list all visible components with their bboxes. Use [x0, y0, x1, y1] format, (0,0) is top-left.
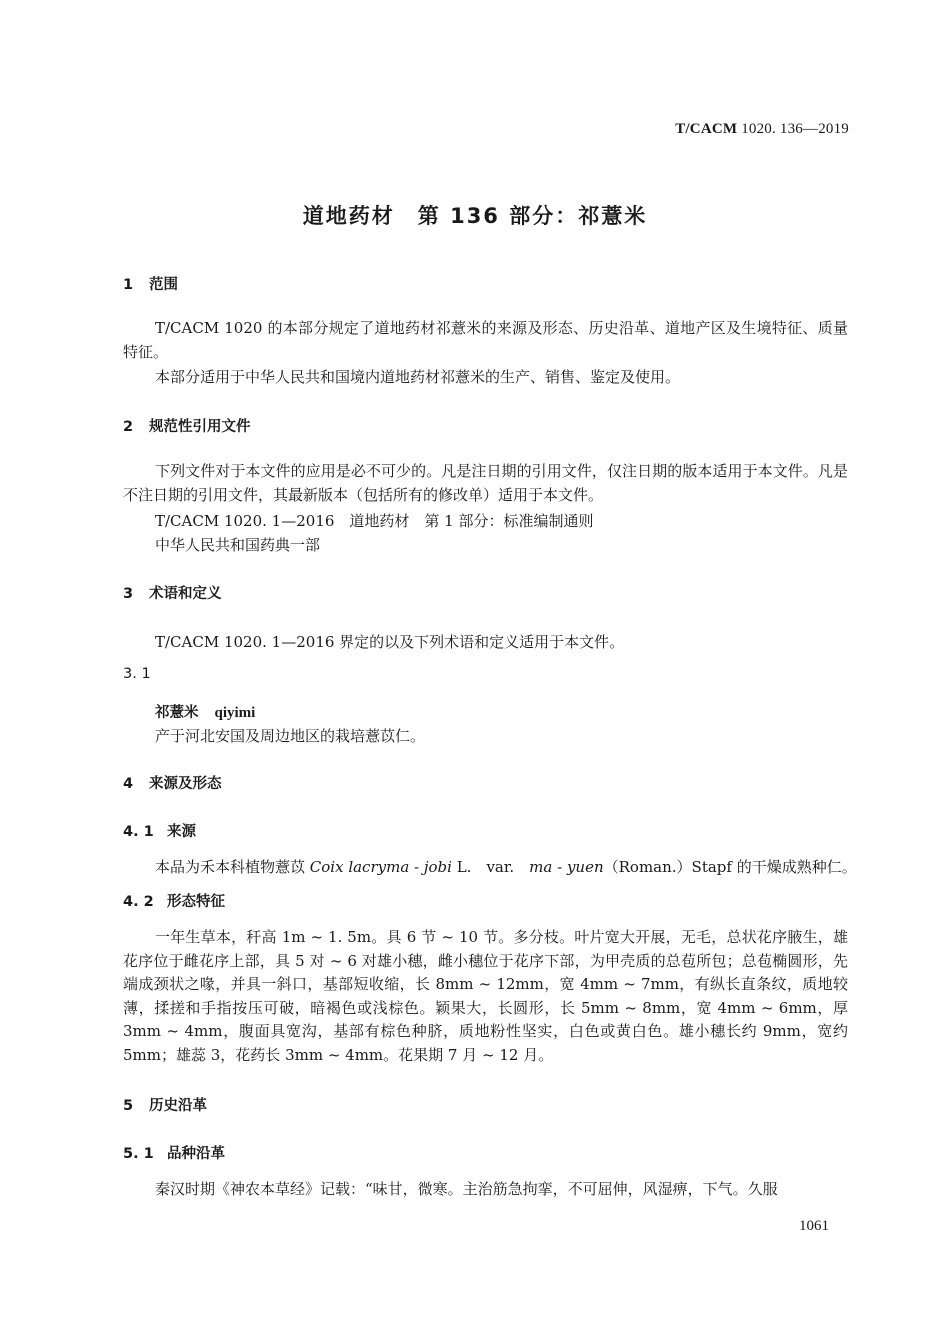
- section-1-heading: [123, 273, 178, 294]
- section-title: 规范性引用文件: [149, 419, 251, 435]
- section-5-heading: [123, 1094, 207, 1115]
- clause-title: 来源: [167, 824, 196, 840]
- section-number: 2: [123, 419, 134, 435]
- clause-number: 5. 1: [123, 1146, 154, 1162]
- section-title: 历史沿革: [149, 1098, 207, 1114]
- section-4-heading: [123, 772, 222, 793]
- latin-name: Coix lacryma - jobi: [309, 858, 452, 876]
- section-title: 来源及形态: [149, 776, 222, 792]
- clause-5-1-paragraph: 秦汉时期《神农本草经》记载：“味甘，微寒。主治筋急拘挛，不可屈伸，风湿痹，下气。久服: [155, 1180, 778, 1198]
- section-number: 1: [123, 277, 134, 293]
- source-text: L. var.: [451, 858, 530, 876]
- term-entry: [155, 701, 255, 722]
- section-number: 4: [123, 776, 134, 792]
- section-title: 范围: [149, 277, 178, 293]
- clause-3-1-heading: [123, 666, 151, 682]
- clause-4-2-paragraph: 一年生草本，秆高 1m ~ 1. 5m。具 6 节 ~ 10 节。多分枝。叶片宽大开展，无毛，总状花序腋生，雄花序位于雌花序上部，具 5 对 ~ 6 对雄小穗，雌小穗位于花序下部，为甲壳质的总苞所包；总苞椭圆形，先端成颈状之喙，并具一斜口，基部短收缩，长 8mm ~ 12mm，宽 4mm ~ 7mm，有纵长直条纹，质地较薄，揉搓和手指按压可破，暗褐色或浅棕色。颖果大，长圆形，长 5mm ~ 8mm，宽 4mm ~ 6mm，厚 3mm ~ 4mm，腹面具宽沟，基部有棕色种脐，质地粉性坚实，白色或黄白色。雄小穗长约 9mm，宽约 5mm；雄蕊 3，花药长 3mm ~ 4mm。花果期 7 月 ~ 12 月。: [123, 928, 848, 1064]
- clause-number: 3. 1: [123, 666, 151, 682]
- clause-number: 4. 1: [123, 824, 154, 840]
- clause-5-1-heading: [123, 1142, 225, 1163]
- source-text: （Roman.）Stapf 的干燥成熟种仁。: [603, 858, 857, 876]
- clause-4-2-heading: [123, 890, 225, 911]
- section-number: 5: [123, 1098, 134, 1114]
- reference-1: T/CACM 1020. 1—2016 道地药材 第 1 部分：标准编制通则: [155, 512, 594, 530]
- section-2-heading: [123, 415, 251, 436]
- latin-variety: ma - yuen: [529, 858, 604, 876]
- clause-title: 品种沿革: [167, 1146, 225, 1162]
- source-text: 本品为禾本科植物薏苡: [155, 858, 310, 876]
- clause-number: 4. 2: [123, 894, 154, 910]
- standard-number: [675, 121, 849, 138]
- section-title: 术语和定义: [149, 586, 222, 602]
- term-english: qiyimi: [214, 705, 256, 721]
- standard-prefix: T/CACM: [675, 121, 738, 137]
- section-2-paragraph: 下列文件对于本文件的应用是必不可少的。凡是注日期的引用文件，仅注日期的版本适用于本文件。凡是不注日期的引用文件，其最新版本（包括所有的修改单）适用于本文件。: [123, 462, 848, 504]
- term-definition: 产于河北安国及周边地区的栽培薏苡仁。: [155, 727, 426, 745]
- section-1-paragraph-1: T/CACM 1020 的本部分规定了道地药材祁薏米的来源及形态、历史沿革、道地产区及生境特征、质量特征。: [123, 319, 848, 361]
- standard-code: 1020. 136—2019: [737, 121, 849, 137]
- document-title: 道地药材 第 136 部分：祁薏米: [302, 204, 648, 228]
- reference-2: 中华人民共和国药典一部: [155, 536, 321, 554]
- section-3-paragraph: T/CACM 1020. 1—2016 界定的以及下列术语和定义适用于本文件。: [155, 633, 625, 651]
- clause-title: 形态特征: [167, 894, 225, 910]
- section-3-heading: [123, 582, 222, 603]
- term-chinese: 祁薏米: [155, 705, 199, 721]
- clause-4-1-heading: [123, 820, 196, 841]
- section-number: 3: [123, 586, 134, 602]
- page-number: 1061: [799, 1218, 829, 1234]
- section-1-paragraph-2: 本部分适用于中华人民共和国境内道地药材祁薏米的生产、销售、鉴定及使用。: [155, 368, 681, 386]
- clause-4-1-paragraph: [155, 856, 857, 877]
